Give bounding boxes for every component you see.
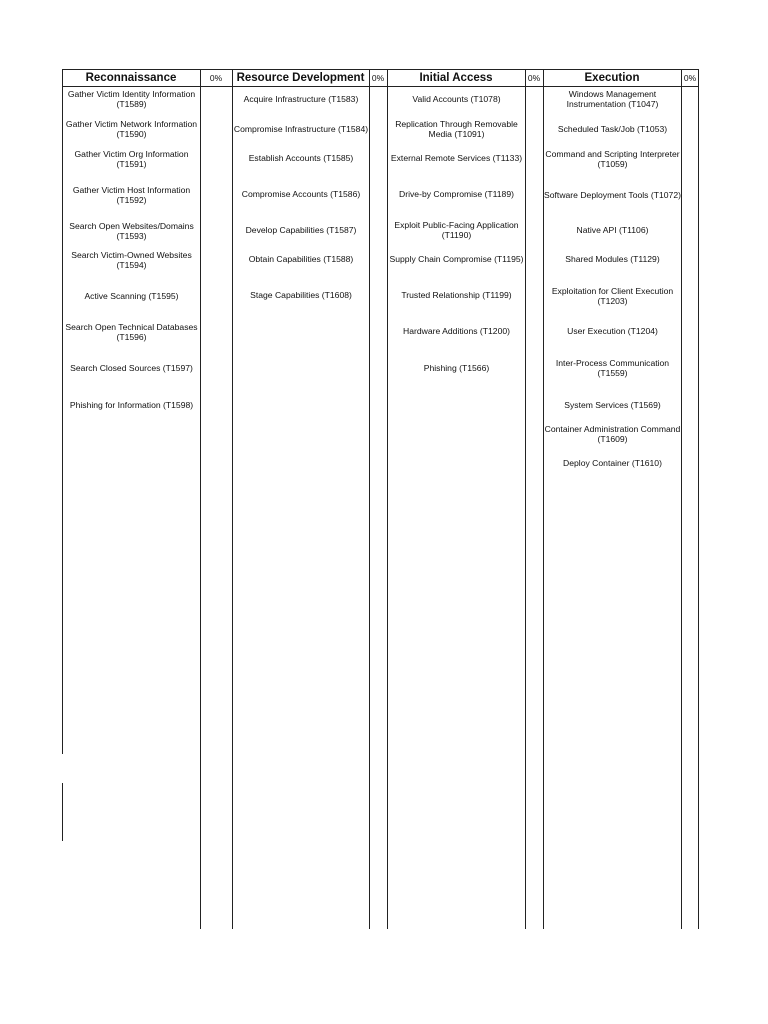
attack-matrix-table bbox=[62, 69, 699, 929]
technique-cell: Phishing (T1566) bbox=[423, 362, 490, 373]
technique-cell: Scheduled Task/Job (T1053) bbox=[557, 123, 668, 134]
column-header-execution: Execution bbox=[584, 71, 640, 84]
column-divider bbox=[525, 69, 526, 929]
technique-cell: User Execution (T1204) bbox=[567, 325, 658, 336]
column-divider bbox=[369, 69, 370, 929]
technique-cell: Software Deployment Tools (T1072) bbox=[544, 189, 681, 200]
technique-cell: Container Administration Command (T1609) bbox=[544, 423, 681, 444]
technique-cell: Obtain Capabilities (T1588) bbox=[248, 253, 354, 264]
technique-cell: Windows Management Instrumentation (T1047) bbox=[566, 88, 659, 109]
column-header-initial-access: Initial Access bbox=[419, 71, 493, 84]
column-percent-reconnaissance: 0% bbox=[209, 72, 223, 83]
technique-cell: Active Scanning (T1595) bbox=[84, 290, 179, 301]
column-divider bbox=[200, 69, 201, 929]
column-percent-resource-development: 0% bbox=[371, 72, 385, 83]
technique-cell: Inter-Process Communication (T1559) bbox=[555, 357, 670, 378]
technique-cell: System Services (T1569) bbox=[564, 399, 661, 410]
technique-cell: Search Open Technical Databases (T1596) bbox=[65, 321, 198, 342]
column-divider bbox=[698, 69, 699, 929]
technique-cell: Develop Capabilities (T1587) bbox=[245, 224, 357, 235]
technique-cell: Stage Capabilities (T1608) bbox=[250, 289, 352, 300]
technique-cell: Drive-by Compromise (T1189) bbox=[399, 188, 514, 199]
column-percent-execution: 0% bbox=[683, 72, 697, 83]
technique-cell: Gather Victim Network Information (T1590) bbox=[65, 118, 198, 139]
column-divider bbox=[681, 69, 682, 929]
technique-cell: Gather Victim Org Information (T1591) bbox=[74, 148, 189, 169]
column-header-resource-development: Resource Development bbox=[236, 71, 365, 84]
technique-cell: Valid Accounts (T1078) bbox=[412, 93, 501, 104]
column-percent-initial-access: 0% bbox=[527, 72, 541, 83]
technique-cell: Search Victim-Owned Websites (T1594) bbox=[71, 249, 192, 270]
technique-cell: Gather Victim Identity Information (T1589) bbox=[67, 88, 196, 109]
technique-cell: Establish Accounts (T1585) bbox=[248, 152, 354, 163]
technique-cell: Native API (T1106) bbox=[576, 224, 649, 235]
technique-cell: Exploitation for Client Execution (T1203) bbox=[551, 285, 674, 306]
technique-cell: Compromise Accounts (T1586) bbox=[241, 188, 361, 199]
column-divider bbox=[62, 69, 63, 86]
technique-cell: Command and Scripting Interpreter (T1059) bbox=[545, 148, 680, 169]
column-divider bbox=[62, 783, 63, 841]
technique-cell: Compromise Infrastructure (T1584) bbox=[233, 123, 369, 134]
technique-cell: Acquire Infrastructure (T1583) bbox=[243, 93, 359, 104]
technique-cell: Trusted Relationship (T1199) bbox=[401, 289, 512, 300]
technique-cell: External Remote Services (T1133) bbox=[390, 152, 523, 163]
technique-cell: Shared Modules (T1129) bbox=[565, 253, 660, 264]
column-header-reconnaissance: Reconnaissance bbox=[85, 71, 177, 84]
technique-cell: Search Closed Sources (T1597) bbox=[70, 362, 193, 373]
technique-cell: Exploit Public-Facing Application (T1190) bbox=[394, 219, 519, 240]
technique-cell: Phishing for Information (T1598) bbox=[69, 399, 194, 410]
technique-cell: Deploy Container (T1610) bbox=[563, 457, 662, 468]
technique-cell: Hardware Additions (T1200) bbox=[403, 325, 510, 336]
technique-cell: Search Open Websites/Domains (T1593) bbox=[69, 220, 194, 241]
technique-cell: Gather Victim Host Information (T1592) bbox=[72, 184, 191, 205]
technique-cell: Replication Through Removable Media (T1091) bbox=[395, 118, 518, 139]
technique-cell: Supply Chain Compromise (T1195) bbox=[389, 253, 524, 264]
